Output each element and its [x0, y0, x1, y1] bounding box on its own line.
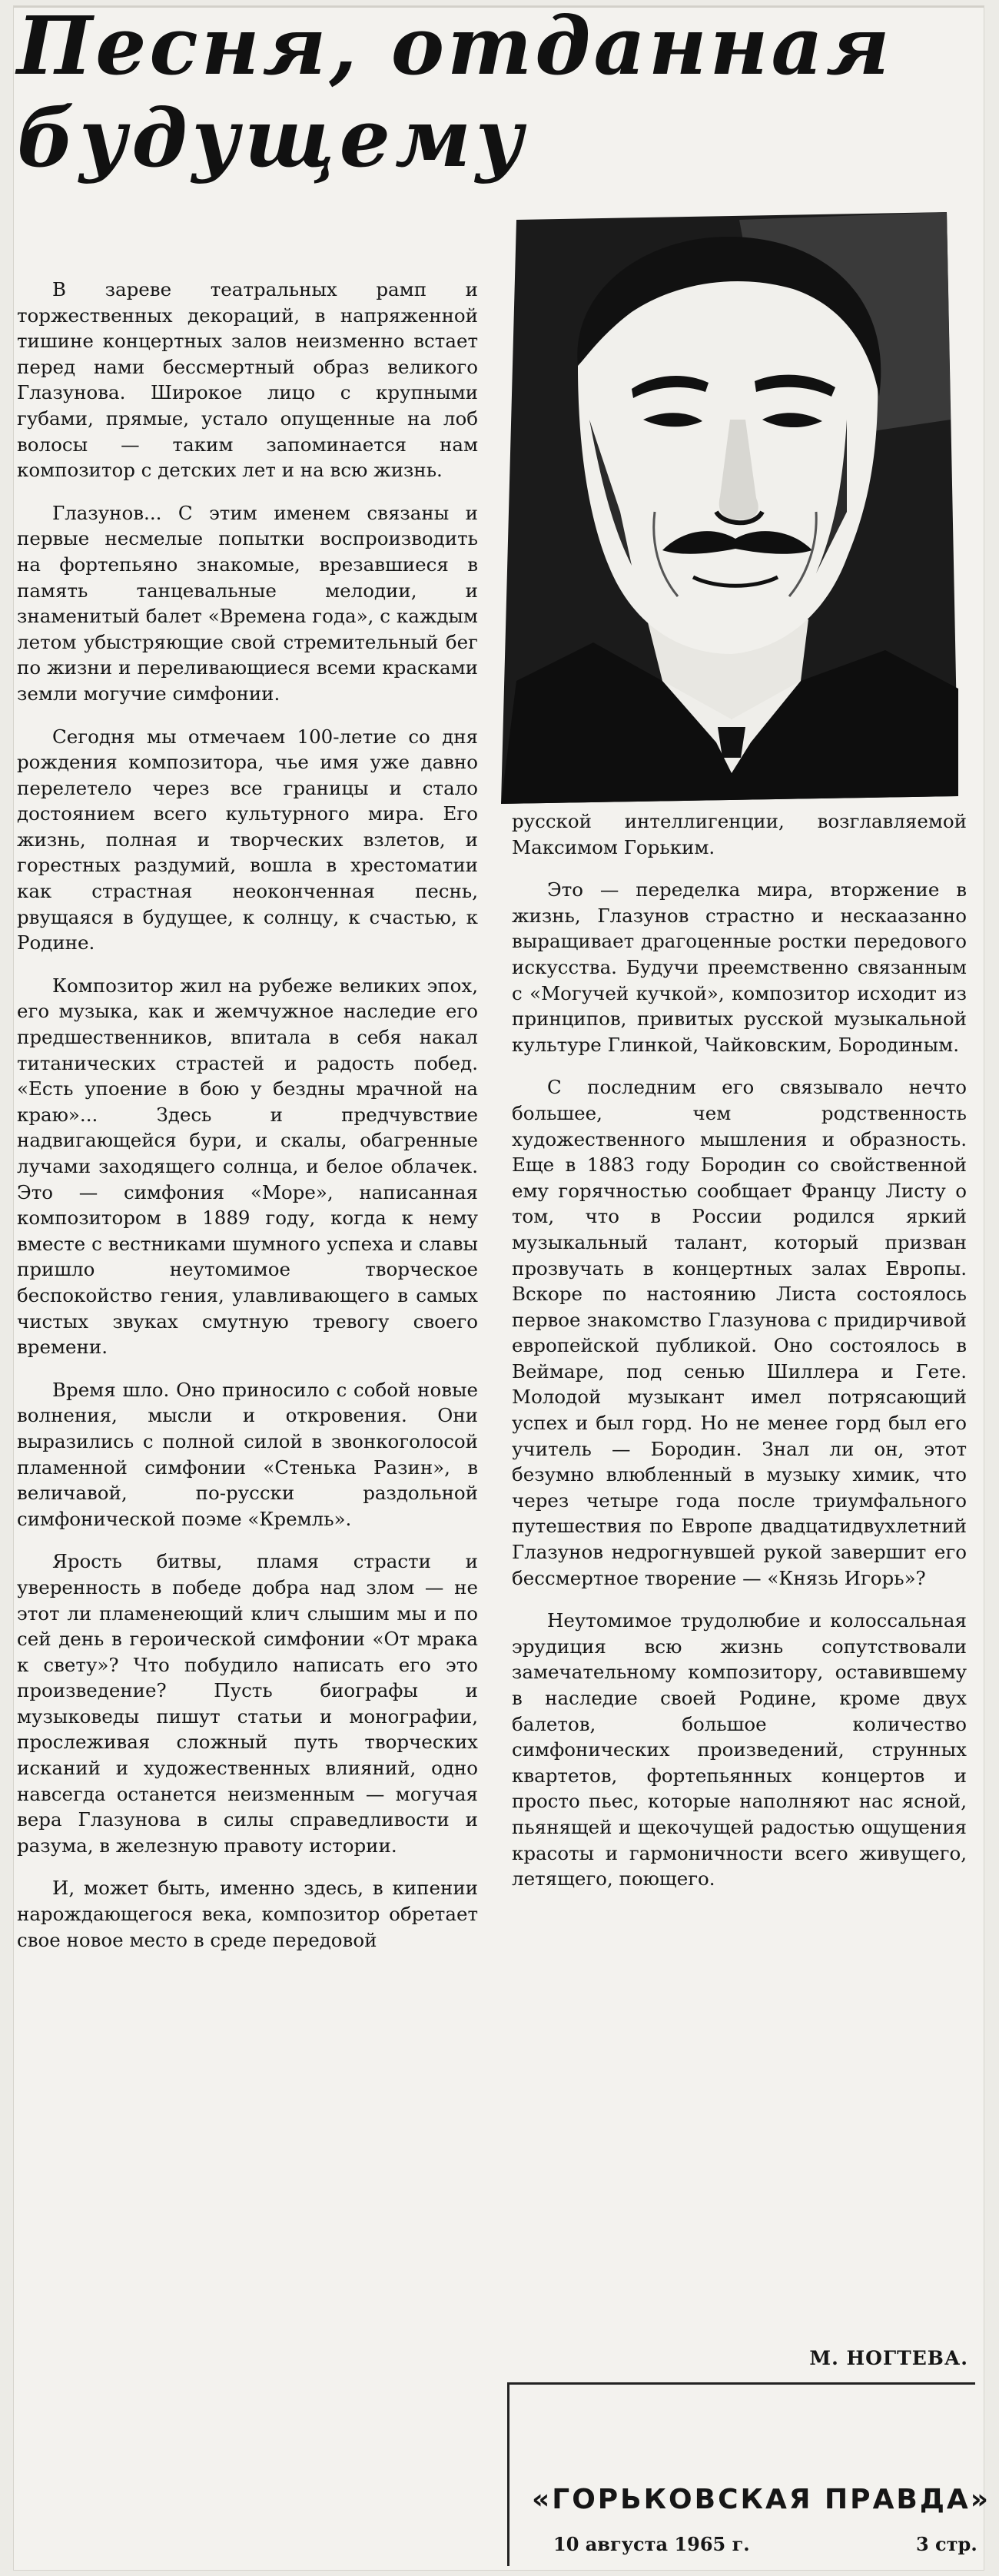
headline-line-1: Песня, отданная [17, 0, 893, 93]
paragraph: Ярость битвы, пламя страсти и уверенность в победе добра над злом — не этот ли пламенеющий клич слышим мы и по сей день в героической симфонии «От мрака к свету»? Что побудило написать его это произведение? Пусть биографы и музыковеды пишут статьи и монографии, прослеживая сложный путь творческих исканий и художественных влияний, одно навсегда останется неизменным — могучая вера Глазунова в силы справедливости и разума, в железную правоту истории. [17, 1550, 478, 1857]
paragraph: Неутомимое трудолюбие и колоссальная эрудиция всю жизнь сопутствовали замечательному композитору, оставившему в наследие своей Родине, кроме двух балетов, большое количество симфонических произведений, струнных квартетов, фортепьянных концертов и просто пьес, которые наполняют нас ясной, пьянящей и щекочущей радостью ощущения красоты и гармоничности всего живущего, летящего, поющего. [512, 1609, 967, 1891]
paragraph: В зареве театральных рамп и торжественных декораций, в напряженной тишине концертных залов неизменно встает перед нами бессмертный образ великого Глазунова. Широкое лицо с крупными губами, прямые, устало опущенные на лоб волосы — таким запоминается нам композитор с детских лет и на всю жизнь. [17, 278, 478, 482]
author-signature: М. НОГТЕВА. [809, 2347, 968, 2369]
paragraph: Сегодня мы отмечаем 100-летие со дня рождения композитора, чье имя уже давно перелетело через все границы и стало достоянием всего культурного мира. Его жизнь, полная и творческих взлетов, и горестных раздумий, вошла в хрестоматии как страстная неоконченная песнь, рвущаяся в будущее, к солнцу, к счастью, к Родине. [17, 725, 478, 954]
article-column-left [17, 277, 478, 1970]
publication-date: 10 августа 1965 г. [553, 2533, 750, 2555]
paragraph: русской интеллигенции, возглавляемой Максимом Горьким. [512, 810, 967, 858]
headline-line-2: будущему [17, 91, 529, 185]
paragraph: Композитор жил на рубеже великих эпох, его музыка, как и жемчужное наследие его предшественников, впитала в себя накал титанических страстей и радость побед. «Есть упоение в бою у бездны мрачной на краю»... Здесь и предчувствие надвигающейся бури, и скалы, обагренные лучами заходящего солнца, и белое облачек. Это — симфония «Море», написанная композитором в 1889 году, когда к нему вместе с вестниками шумного успеха и славы пришло неутомимое творческое беспокойство гения, улавливающего в самых чистых звуках смутную тревогу своего времени. [17, 974, 478, 1359]
paragraph: Глазунов... С этим именем связаны и первые несмелые попытки воспроизводить на фортепьяно знакомые, врезавшиеся в память танцевальные мелодии, и знаменитый балет «Времена года», с каждым летом убыстряющие свой стремительный бег по жизни и переливающиеся всеми красками земли могучие симфонии. [17, 501, 478, 705]
paragraph: И, может быть, именно здесь, в кипении нарождающегося века, композитор обретает свое новое место в среде передовой [17, 1877, 478, 1951]
newspaper-name: «ГОРЬКОВСКАЯ ПРАВДА» [532, 2484, 991, 2515]
glazunov-portrait-icon [486, 189, 977, 812]
page-number: 3 стр. [916, 2533, 977, 2555]
paragraph: Это — переделка мира, вторжение в жизнь, Глазунов страстно и нескаазанно выращивает драгоценные ростки передового искусства. Будучи преемственно связанным с «Могучей кучкой», композитор исходит из принципов, привитых русской музыкальной культуре Глинкой, Чайковским, Бородиным. [512, 878, 967, 1056]
paragraph: С последним его связывало нечто большее, чем родственность художественного мышления и образность. Еще в 1883 году Бородин со свойственной ему горячностью сообщает Францу Листу о том, что в России родился яркий музыкальный талант, который призван прозвучать в концертных залах Европы. Вскоре по настоянию Листа состоялось первое знакомство Глазунова с придирчивой европейской публикой. Оно состоялось в Веймаре, под сенью Шиллера и Гете. Молодой музыкант имел потрясающий успех и был горд. Но не менее горд был его учитель — Бородин. Знал ли он, этот безумно влюбленный в музыку химик, что через четыре года после триумфального путешествия по Европе двадцатидвухлетний Глазунов недрогнувшей рукой завершит его бессмертное творение — «Князь Игорь»? [512, 1076, 967, 1589]
article-column-right [512, 808, 967, 1909]
article-headline [17, 0, 893, 184]
paragraph: Время шло. Оно приносило с собой новые волнения, мысли и откровения. Они выразились с полной силой в звонкоголосой пламенной симфонии «Стенька Разин», в величавой, по-русски раздольной симфонической поэме «Кремль». [17, 1378, 478, 1530]
